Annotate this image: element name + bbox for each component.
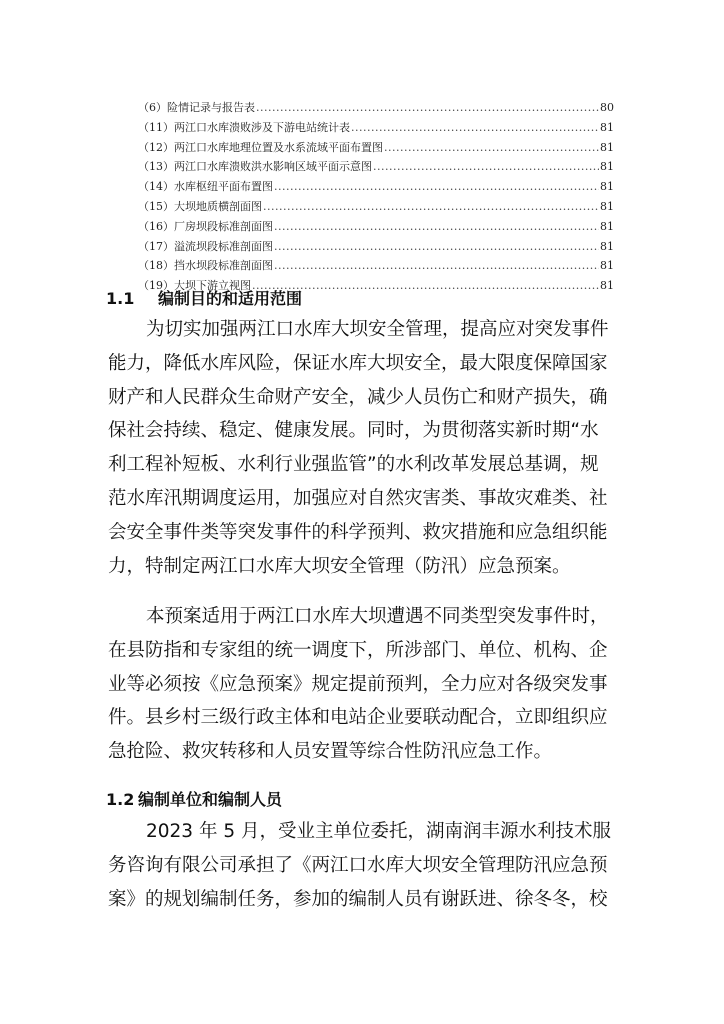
paragraph-line: 财产和人民群众生命财产安全，减少人员伤亡和财产损失，确 [108, 386, 608, 408]
toc-entry-page-number: 81 [600, 180, 614, 194]
paragraph-line: 保社会持续、稳定、健康发展。同时，为贯彻落实新时期“水 [108, 420, 599, 442]
toc-entry[interactable] [138, 237, 614, 257]
paragraph-line: 在县防指和专家组的统一调度下，所涉部门、单位、机构、企 [108, 639, 608, 661]
toc-entry-label: （16）厂房坝段标准剖面图 [138, 219, 273, 233]
paragraph-line: 利工程补短板、水利行业强监管”的水利改革发展总基调，规 [108, 454, 599, 476]
toc-entry-page-number: 80 [600, 101, 614, 114]
paragraph-scope [108, 600, 612, 769]
toc-entry-page-number: 81 [600, 219, 614, 233]
paragraph-line: 件。县乡村三级行政主体和电站企业要联动配合，立即组织应 [108, 707, 608, 729]
toc-entry[interactable] [138, 197, 614, 217]
toc-entry-label: （17）溢流坝段标准剖面图 [138, 239, 273, 253]
toc-entry[interactable] [138, 138, 614, 158]
paragraph-line: 务咨询有限公司承担了《两江口水库大坝安全管理防汛应急预 [108, 854, 608, 876]
paragraph-purpose [108, 313, 612, 583]
section-heading-1-1 [106, 286, 302, 309]
paragraph-line: 急抢险、救灾转移和人员安置等综合性防汛应急工作。 [108, 741, 553, 763]
toc-entry-page-number: 81 [600, 160, 614, 174]
toc-entry[interactable] [138, 157, 614, 177]
toc-entry-page-number: 81 [600, 120, 614, 134]
toc-entry-label: （13）两江口水库溃败洪水影响区域平面示意图 [138, 160, 372, 174]
toc-entry-label: （18）挡水坝段标准剖面图 [138, 259, 273, 273]
toc-entry[interactable] [138, 118, 614, 138]
section-title: 编制单位和编制人员 [138, 790, 283, 809]
toc-dot-leader [274, 237, 599, 257]
paragraph-line: 力，特制定两江口水库大坝安全管理（防汛）应急预案。 [108, 555, 571, 577]
toc-dot-leader [373, 157, 599, 177]
paragraph-line: 会安全事件类等突发事件的科学预判、救灾措施和应急组织能 [108, 521, 608, 543]
toc-entry[interactable] [138, 256, 614, 276]
paragraph-line: 2023 年 5 月，受业主单位委托，湖南润丰源水利技术服 [146, 821, 611, 842]
toc-entry-label: （12）两江口水库地理位置及水系流域平面布置图 [138, 140, 383, 154]
toc-entry-page-number: 81 [600, 279, 614, 293]
section-number: 1.2 [106, 790, 135, 809]
toc-dot-leader [351, 118, 599, 138]
toc-entry-page-number: 81 [600, 259, 614, 273]
section-title: 编制目的和适用范围 [158, 289, 303, 308]
toc-entry[interactable] [138, 177, 614, 197]
toc-dot-leader [256, 98, 599, 118]
toc-entry-label: （19）大坝下游立视图 [138, 279, 251, 293]
paragraph-line: 案》的规划编制任务，参加的编制人员有谢跃进、徐冬冬，校 [108, 888, 608, 910]
toc-dot-leader [252, 276, 599, 296]
paragraph-authors [108, 815, 612, 916]
toc-dot-leader [274, 177, 599, 197]
section-heading-1-2 [106, 787, 282, 810]
toc-dot-leader [263, 197, 599, 217]
paragraph-line: 业等必须按《应急预案》规定提前预判，全力应对各级突发事 [108, 673, 608, 695]
toc-entry-page-number: 81 [600, 140, 614, 154]
toc-dot-leader [274, 256, 599, 276]
toc-dot-leader [274, 217, 599, 237]
toc-entry[interactable] [138, 98, 614, 118]
section-number: 1.1 [106, 289, 135, 308]
toc-entry[interactable] [138, 217, 614, 237]
paragraph-line: 为切实加强两江口水库大坝安全管理，提高应对突发事件 [146, 319, 609, 340]
paragraph-line: 范水库汛期调度运用，加强应对自然灾害类、事故灾难类、社 [108, 487, 608, 509]
toc-entry-page-number: 81 [600, 199, 614, 213]
toc-entry-label: （11）两江口水库溃败涉及下游电站统计表 [138, 120, 350, 134]
table-of-contents [138, 98, 614, 296]
toc-entry-label: （15）大坝地质横剖面图 [138, 199, 262, 213]
toc-dot-leader [384, 138, 599, 158]
paragraph-line: 本预案适用于两江口水库大坝遭遇不同类型突发事件时， [146, 606, 609, 627]
paragraph-line: 能力，降低水库风险，保证水库大坝安全，最大限度保障国家 [108, 352, 608, 374]
toc-entry-page-number: 81 [600, 239, 614, 253]
toc-entry-label: （14）水库枢纽平面布置图 [138, 180, 273, 194]
toc-entry-label: （6）险情记录与报告表 [138, 101, 255, 114]
